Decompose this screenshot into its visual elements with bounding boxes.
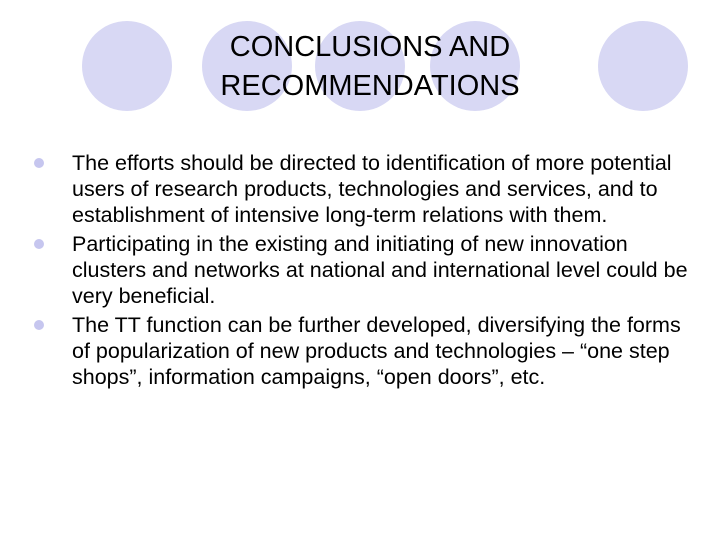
bullet-item — [22, 312, 702, 390]
bullet-text: The efforts should be directed to identification of more potential users of research products, technologies and services, and to establishment of intensive long-term relations with them. — [72, 151, 672, 227]
bullet-item — [22, 231, 702, 309]
decorative-circle — [598, 21, 688, 111]
bullet-item — [22, 150, 702, 228]
bullet-text: The TT function can be further developed, diversifying the forms of popularization of new products and technologies – “one step shops”, information campaigns, “open doors”, etc. — [72, 313, 681, 389]
bullet-list — [22, 150, 702, 393]
bullet-dot-icon — [34, 158, 44, 168]
bullet-text: Participating in the existing and initiating of new innovation clusters and networks at national and international level could be very beneficial. — [72, 232, 688, 308]
bullet-dot-icon — [34, 320, 44, 330]
bullet-dot-icon — [34, 239, 44, 249]
slide-title-line-2: RECOMMENDATIONS — [220, 70, 520, 102]
slide-title-line-1: CONCLUSIONS AND — [229, 31, 511, 63]
slide-title — [150, 28, 590, 106]
